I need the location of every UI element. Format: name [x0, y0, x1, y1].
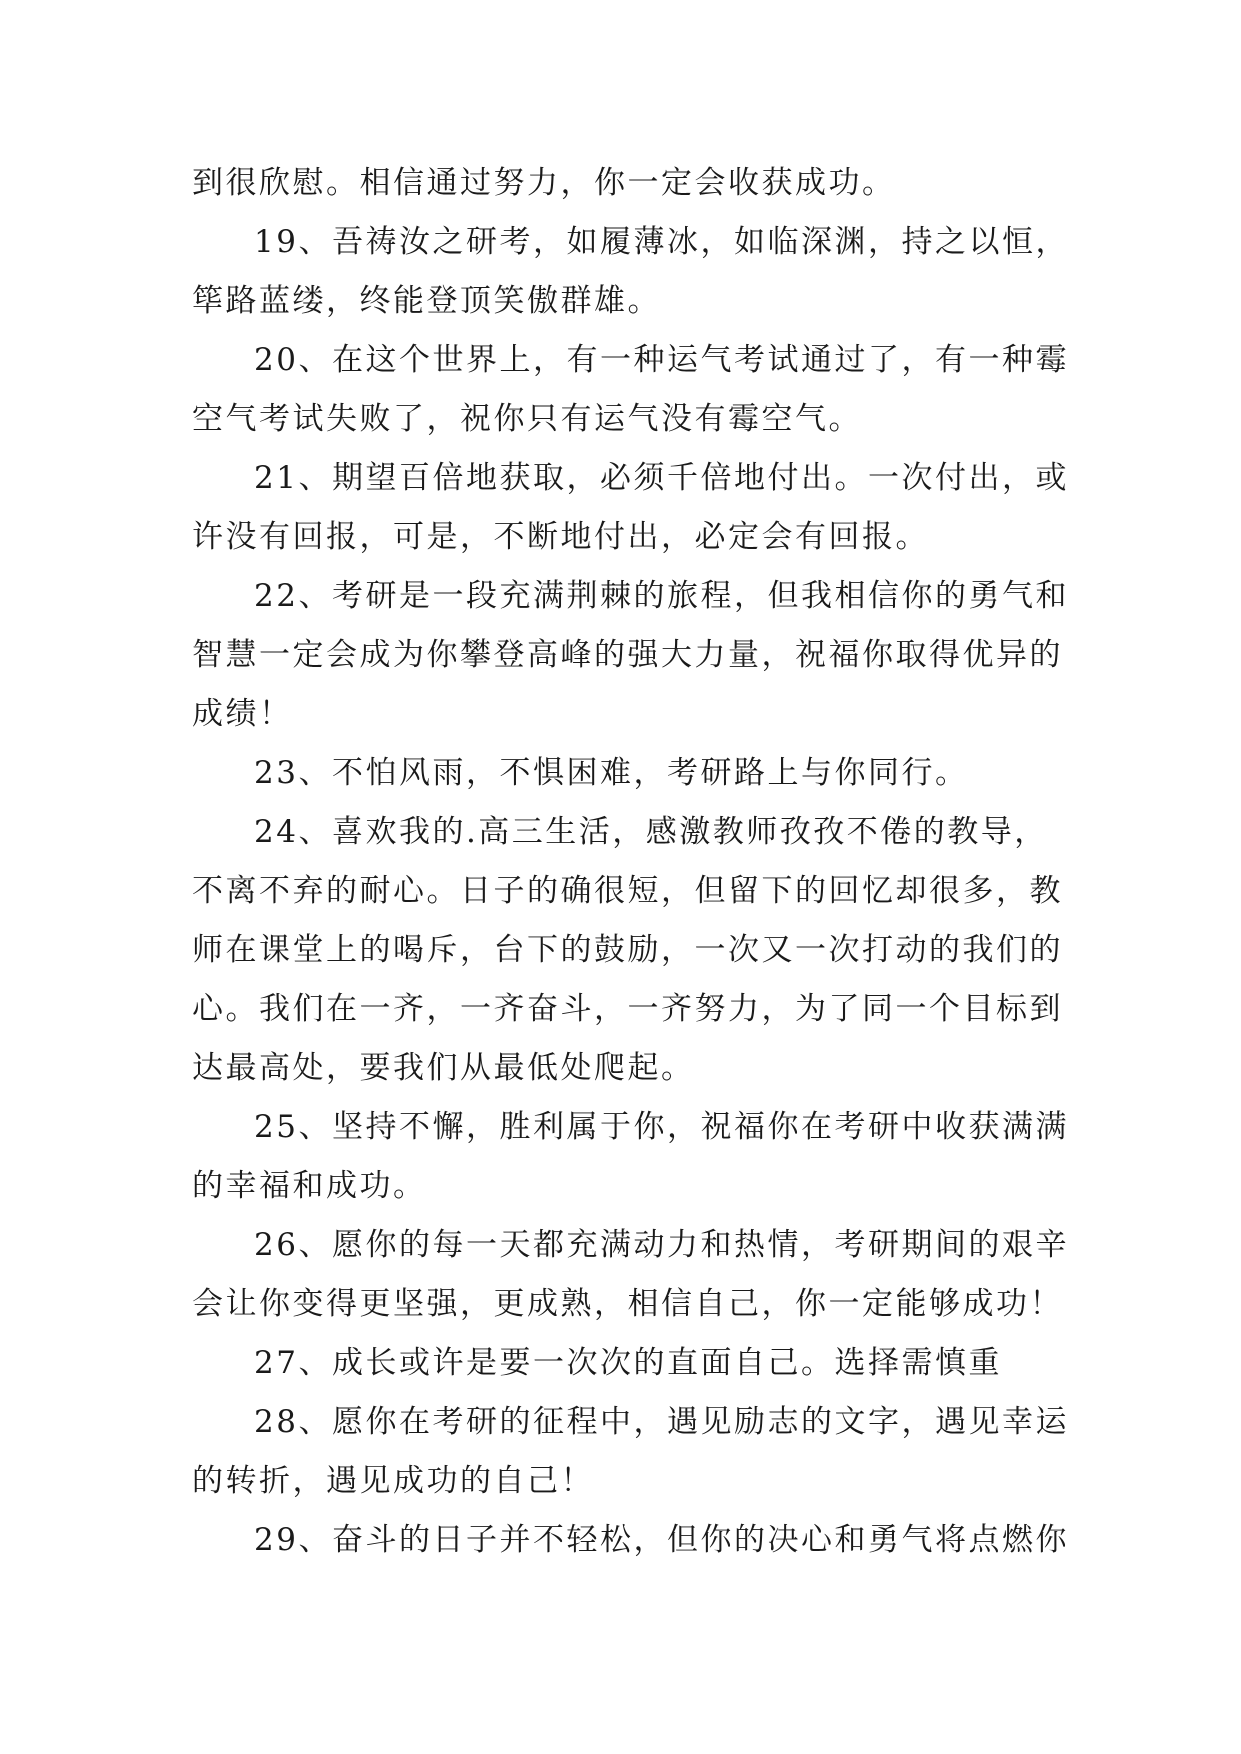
text-line: 智慧一定会成为你攀登高峰的强大力量，祝福你取得优异的: [192, 637, 1063, 673]
text-line: 29、奋斗的日子并不轻松，但你的决心和勇气将点燃你: [254, 1522, 1069, 1558]
text-line: 达最高处，要我们从最低处爬起。: [192, 1050, 695, 1086]
text-line: 心。我们在一齐，一齐奋斗，一齐努力，为了同一个目标到: [192, 991, 1063, 1027]
text-line: 空气考试失败了，祝你只有运气没有霉空气。: [192, 401, 862, 437]
text-line: 23、不怕风雨，不惧困难，考研路上与你同行。: [254, 755, 969, 791]
document-body: [192, 154, 1069, 1570]
text-line: 的幸福和成功。: [192, 1168, 427, 1204]
text-line: 21、期望百倍地获取，必须千倍地付出。一次付出，或: [254, 460, 1069, 496]
text-line: 27、成长或许是要一次次的直面自己。选择需慎重: [254, 1345, 1002, 1381]
text-line: 22、考研是一段充满荆棘的旅程，但我相信你的勇气和: [254, 578, 1069, 614]
text-line: 筚路蓝缕，终能登顶笑傲群雄。: [192, 283, 661, 319]
text-line: 28、愿你在考研的征程中，遇见励志的文字，遇见幸运: [254, 1404, 1069, 1440]
text-line: 许没有回报，可是，不断地付出，必定会有回报。: [192, 519, 929, 555]
text-line: 会让你变得更坚强，更成熟，相信自己，你一定能够成功！: [192, 1286, 1063, 1322]
text-line: 20、在这个世界上，有一种运气考试通过了，有一种霉: [254, 342, 1069, 378]
text-line: 师在课堂上的喝斥，台下的鼓励，一次又一次打动的我们的: [192, 932, 1063, 968]
text-line: 19、吾祷汝之研考，如履薄冰，如临深渊，持之以恒，: [254, 224, 1069, 260]
text-line: 25、坚持不懈，胜利属于你，祝福你在考研中收获满满: [254, 1109, 1069, 1145]
text-line: 不离不弃的耐心。日子的确很短，但留下的回忆却很多，教: [192, 873, 1063, 909]
text-line: 的转折，遇见成功的自己！: [192, 1463, 594, 1499]
text-line: 成绩！: [192, 696, 293, 732]
text-line: 24、喜欢我的.高三生活，感激教师孜孜不倦的教导，: [254, 814, 1048, 850]
text-line: 到很欣慰。相信通过努力，你一定会收获成功。: [192, 165, 896, 201]
text-line: 26、愿你的每一天都充满动力和热情，考研期间的艰辛: [254, 1227, 1069, 1263]
